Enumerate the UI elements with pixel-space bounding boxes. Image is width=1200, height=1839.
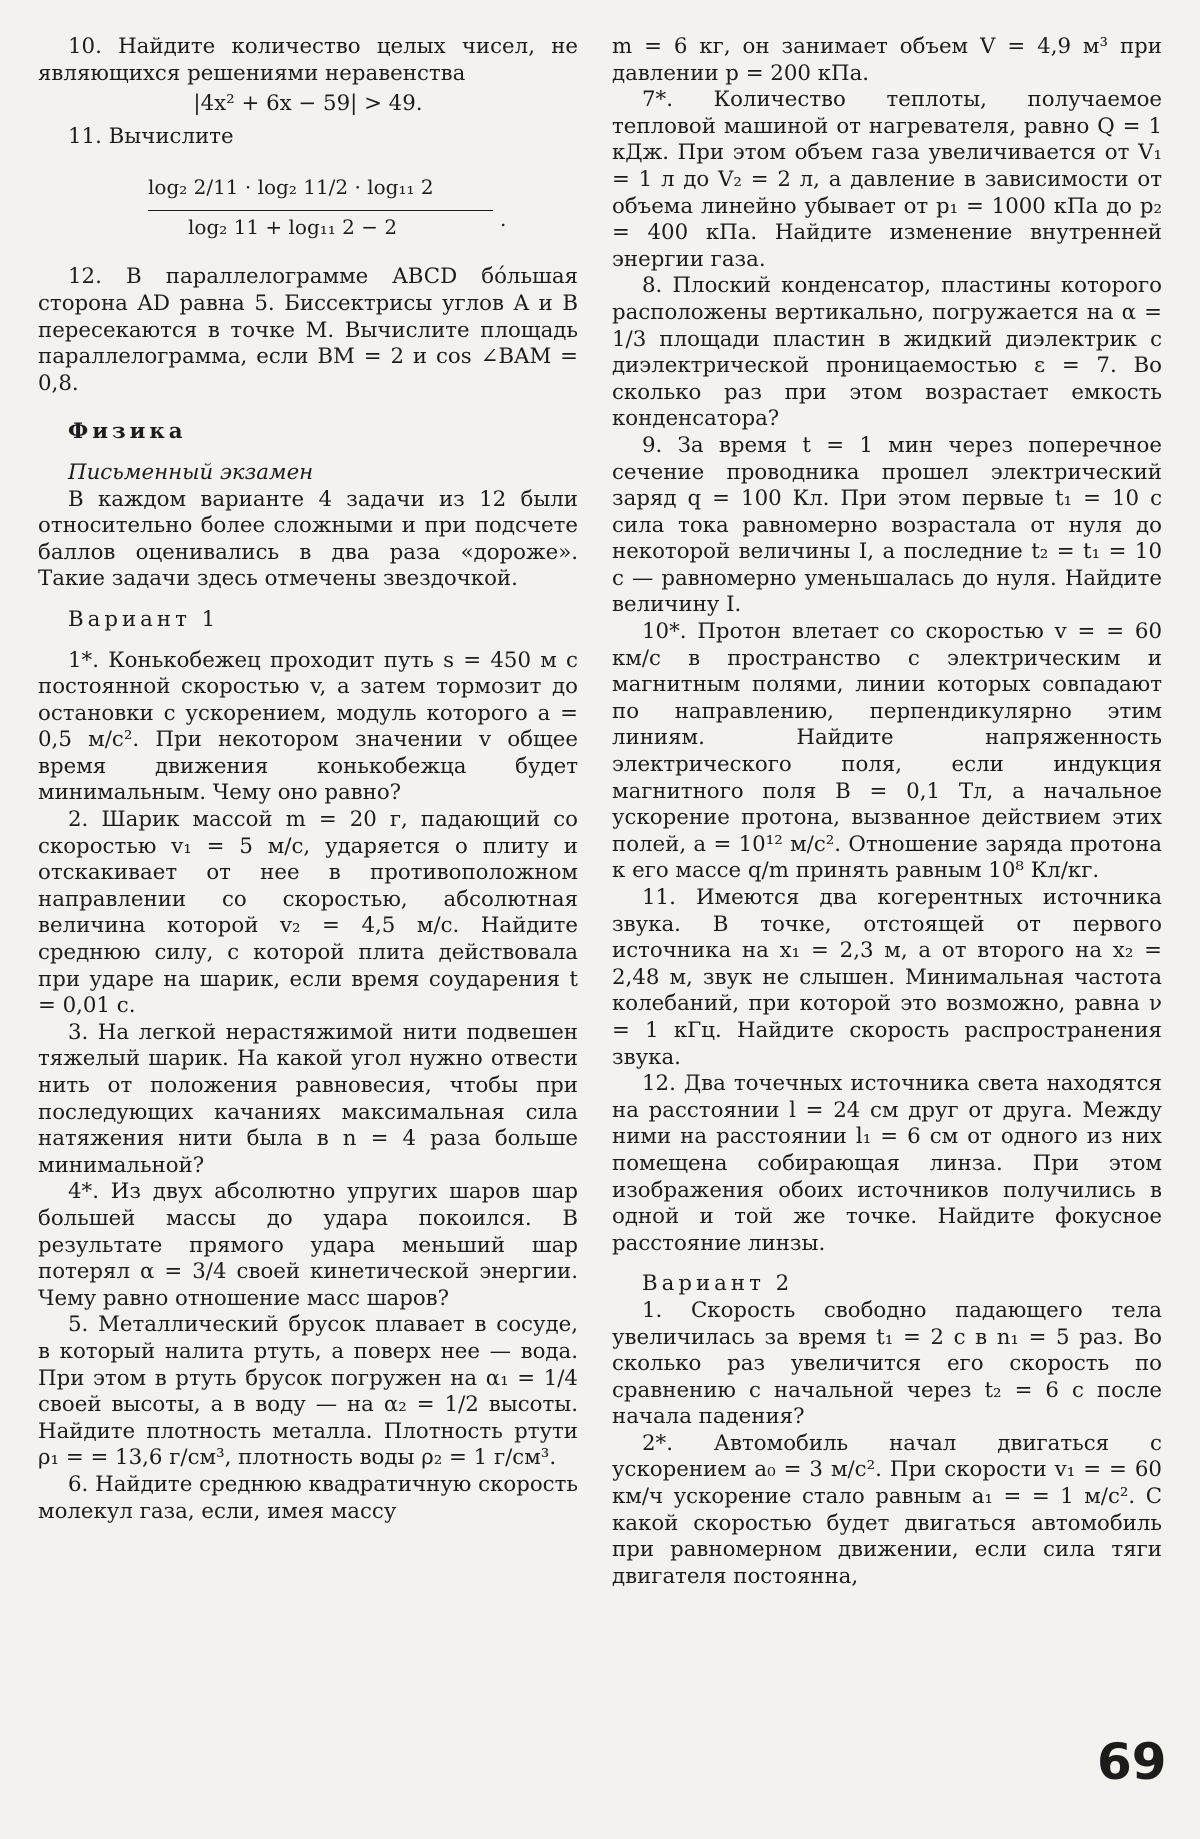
inequality: |4x² + 6x − 59| > 49. [193, 91, 423, 117]
section-heading: Физика [68, 419, 187, 445]
v1-problem-6-continued: m = 6 кг, он занимает объем V = 4,9 м³ при давлении p = 200 кПа. [612, 34, 1162, 86]
problem-11: 11. Вычислите [68, 123, 234, 149]
fraction-denominator: log₂ 11 + log₁₁ 2 − 2 [188, 215, 398, 240]
fraction-numerator: log₂ 2/11 · log₂ 11/2 · log₁₁ 2 [148, 175, 434, 200]
v1-problem-4: 4*. Из двух абсолютно упругих шаров шар большей массы до удара покоился. В результате прямого удара меньший шар потерял α = 3/4 своей кинетической энергии. Чему равно отношение масс шаров? [38, 1179, 578, 1311]
page-number: 69 [1097, 1733, 1167, 1791]
v1-problem-1: 1*. Конькобежец проходит путь s = 450 м с постоянной скоростью v, а затем тормозит до остановки с ускорением, модуль которого a = 0,5 м/с². При некотором значении v общее время движения конькобежца будет минимальным. Чему оно равно? [38, 647, 578, 806]
subsection-heading: Письменный экзамен [68, 459, 314, 485]
left-column [38, 34, 578, 1525]
v1-problem-9: 9. За время t = 1 мин через поперечное сечение проводника прошел электрический заряд q = 100 Кл. При этом первые t₁ = 10 с сила тока равномерно возрастала от нуля до некоторой величины I, а последние t₂ = t₁ = 10 с — равномерно уменьшалась до нуля. Найдите величину I. [612, 432, 1162, 618]
variant-1-heading: Вариант 1 [68, 606, 220, 632]
problem-10: 10. Найдите количество целых чисел, не являющихся решениями неравенства [38, 34, 578, 86]
v2-problem-2: 2*. Автомобиль начал двигаться с ускорением a₀ = 3 м/с². При скорости v₁ = = 60 км/ч ускорение стало равным a₁ = = 1 м/с². С какой скоростью будет двигаться автомобиль при равномерном движении, если сила тяги двигателя постоянна, [612, 1430, 1162, 1589]
fraction-period: . [500, 207, 507, 232]
v1-problem-8: 8. Плоский конденсатор, пластины которого расположены вертикально, погружается на α = 1/3 площади пластин в жидкий диэлектрик с диэлектрической проницаемостью ε = 7. Во сколько раз при этом возрастает емкость конденсатора? [612, 273, 1162, 432]
fraction-bar [148, 210, 493, 211]
v2-problem-1: 1. Скорость свободно падающего тела увеличилась за время t₁ = 2 с в n₁ = 5 раз. Во сколько раз увеличится его скорость по сравнению с начальной через t₂ = 6 с после начала падения? [612, 1297, 1162, 1430]
intro-paragraph: В каждом варианте 4 задачи из 12 были относительно более сложными и при подсчете баллов оценивались в два раза «дороже». Такие задачи здесь отмечены звездочкой. [38, 486, 578, 592]
v1-problem-5: 5. Металлический брусок плавает в сосуде, в который налита ртуть, а поверх нее — вода. При этом в ртуть брусок погружен на α₁ = 1/4 своей высоты, а в воду — на α₂ = 1/2 высоты. Найдите плотность металла. Плотность ртути ρ₁ = = 13,6 г/см³, плотность воды ρ₂ = 1 г/см³. [38, 1312, 578, 1471]
variant-2-heading: Вариант 2 [642, 1271, 794, 1297]
v1-problem-6: 6. Найдите среднюю квадратичную скорость молекул газа, если, имея массу [38, 1471, 578, 1524]
log-fraction [38, 164, 578, 254]
problem-12: 12. В параллелограмме ABCD бо́льшая сторона AD равна 5. Биссектрисы углов A и B пересекаются в точке M. Вычислите площадь параллелограмма, если BM = 2 и cos ∠BAM = 0,8. [38, 264, 578, 396]
v1-problem-11: 11. Имеются два когерентных источника звука. В точке, отстоящей от первого источника на x₁ = 2,3 м, а от второго на x₂ = 2,48 м, звук не слышен. Минимальная частота колебаний, при которой это возможно, равна ν = 1 кГц. Найдите скорость распространения звука. [612, 885, 1162, 1070]
v1-problem-7: 7*. Количество теплоты, получаемое тепловой машиной от нагревателя, равно Q = 1 кДж. При этом объем газа увеличивается от V₁ = 1 л до V₂ = 2 л, а давление в зависимости от объема линейно убывает от p₁ = 1000 кПа до p₂ = 400 кПа. Найдите изменение внутренней энергии газа. [612, 87, 1162, 272]
right-column [612, 34, 1162, 1590]
v1-problem-2: 2. Шарик массой m = 20 г, падающий со скоростью v₁ = 5 м/с, ударяется о плиту и отскакивает от нее в противоположном направлении со скоростью, абсолютная величина которой v₂ = 4,5 м/с. Найдите среднюю силу, с которой плита действовала при ударе на шарик, если время соударения t = 0,01 с. [38, 807, 578, 1019]
v1-problem-3: 3. На легкой нерастяжимой нити подвешен тяжелый шарик. На какой угол нужно отвести нить от положения равновесия, чтобы при последующих качаниях максимальная сила натяжения нити была в n = 4 раза больше минимальной? [38, 1019, 578, 1178]
v1-problem-12: 12. Два точечных источника света находятся на расстоянии l = 24 см друг от друга. Между ними на расстоянии l₁ = 6 см от одного из них помещена собирающая линза. При этом изображения обоих источников получились в одной и той же точке. Найдите фокусное расстояние линзы. [612, 1071, 1162, 1256]
v1-problem-10: 10*. Протон влетает со скоростью v = = 60 км/с в пространство с электрическим и магнитным полями, линии которых совпадают по направлению, перпендикулярно этим линиям. Найдите напряженность электрического поля, если индукция магнитного поля B = 0,1 Тл, а начальное ускорение протона, вызванное действием этих полей, a = 10¹² м/с². Отношение заряда протона к его массе q/m принять равным 10⁸ Кл/кг. [612, 619, 1162, 884]
